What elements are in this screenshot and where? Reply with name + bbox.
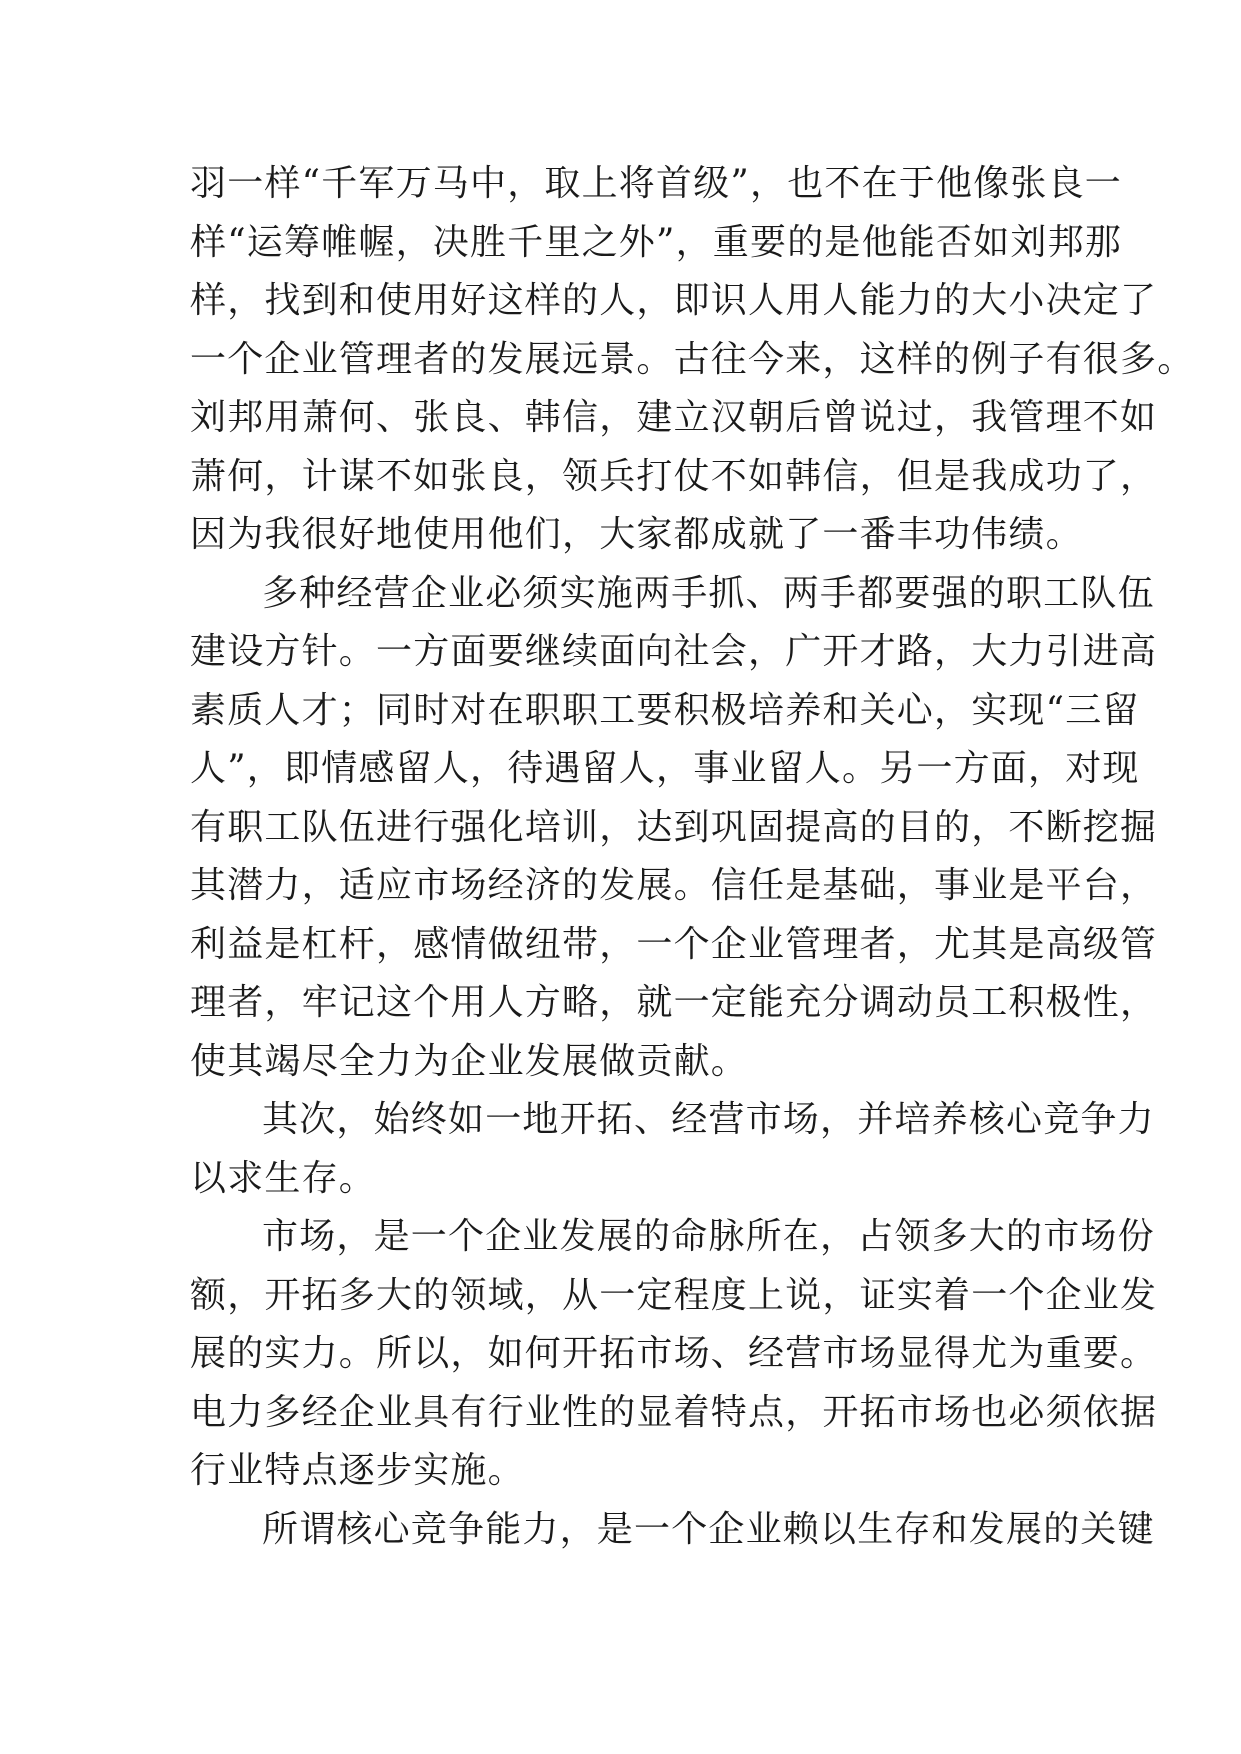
- text-line: 有职工队伍进行强化培训，达到巩固提高的目的，不断挖掘: [190, 806, 1158, 848]
- text-line: 其次，始终如一地开拓、经营市场，并培养核心竞争力: [262, 1099, 1155, 1140]
- paragraph: [190, 1091, 1155, 1208]
- text-line: 电力多经企业具有行业性的显着特点，开拓市场也必须依据: [190, 1391, 1158, 1433]
- text-line: 其潜力，适应市场经济的发展。信任是基础，事业是平台，: [190, 865, 1158, 906]
- text-line: 羽一样“千军万马中，取上将首级”，也不在于他像张良一: [190, 163, 1123, 204]
- text-line: 以求生存。: [190, 1157, 377, 1199]
- text-line: 样“运筹帷幄，决胜千里之外”，重要的是他能否如刘邦那: [190, 221, 1123, 263]
- text-line: 样，找到和使用好这样的人，即识人用人能力的大小决定了: [190, 280, 1158, 321]
- text-line: 多种经营企业必须实施两手抓、两手都要强的职工队伍: [262, 572, 1155, 614]
- text-line: 人”，即情感留人，待遇留人，事业留人。另一方面，对现: [190, 748, 1140, 789]
- paragraph: [190, 565, 1158, 1092]
- text-line: 市场，是一个企业发展的命脉所在，占领多大的市场份: [262, 1216, 1155, 1257]
- text-line: 使其竭尽全力为企业发展做贡献。: [190, 1040, 749, 1082]
- text-line: 利益是杠杆，感情做纽带，一个企业管理者，尤其是高级管: [190, 923, 1158, 965]
- paragraph: [190, 1501, 1155, 1560]
- text-line: 所谓核心竞争能力，是一个企业赖以生存和发展的关键: [262, 1508, 1155, 1550]
- text-line: 萧何，计谋不如张良，领兵打仗不如韩信，但是我成功了，: [190, 455, 1158, 497]
- text-line: 刘邦用萧何、张良、韩信，建立汉朝后曾说过，我管理不如: [190, 397, 1158, 438]
- text-line: 额，开拓多大的领域，从一定程度上说，证实着一个企业发: [190, 1274, 1158, 1316]
- text-line: 因为我很好地使用他们，大家都成就了一番丰功伟绩。: [190, 514, 1083, 555]
- document-body: [190, 155, 1195, 1559]
- paragraph: [190, 1208, 1158, 1501]
- text-line: 展的实力。所以，如何开拓市场、经营市场显得尤为重要。: [190, 1333, 1158, 1374]
- text-line: 理者，牢记这个用人方略，就一定能充分调动员工积极性，: [190, 982, 1158, 1023]
- text-line: 建设方针。一方面要继续面向社会，广开才路，大力引进高: [190, 631, 1158, 672]
- text-line: 一个企业管理者的发展远景。古往今来，这样的例子有很多。: [190, 338, 1195, 380]
- paragraph: [190, 155, 1195, 565]
- text-line: 素质人才；同时对在职职工要积极培养和关心，实现“三留: [190, 689, 1140, 731]
- text-line: 行业特点逐步实施。: [190, 1450, 525, 1491]
